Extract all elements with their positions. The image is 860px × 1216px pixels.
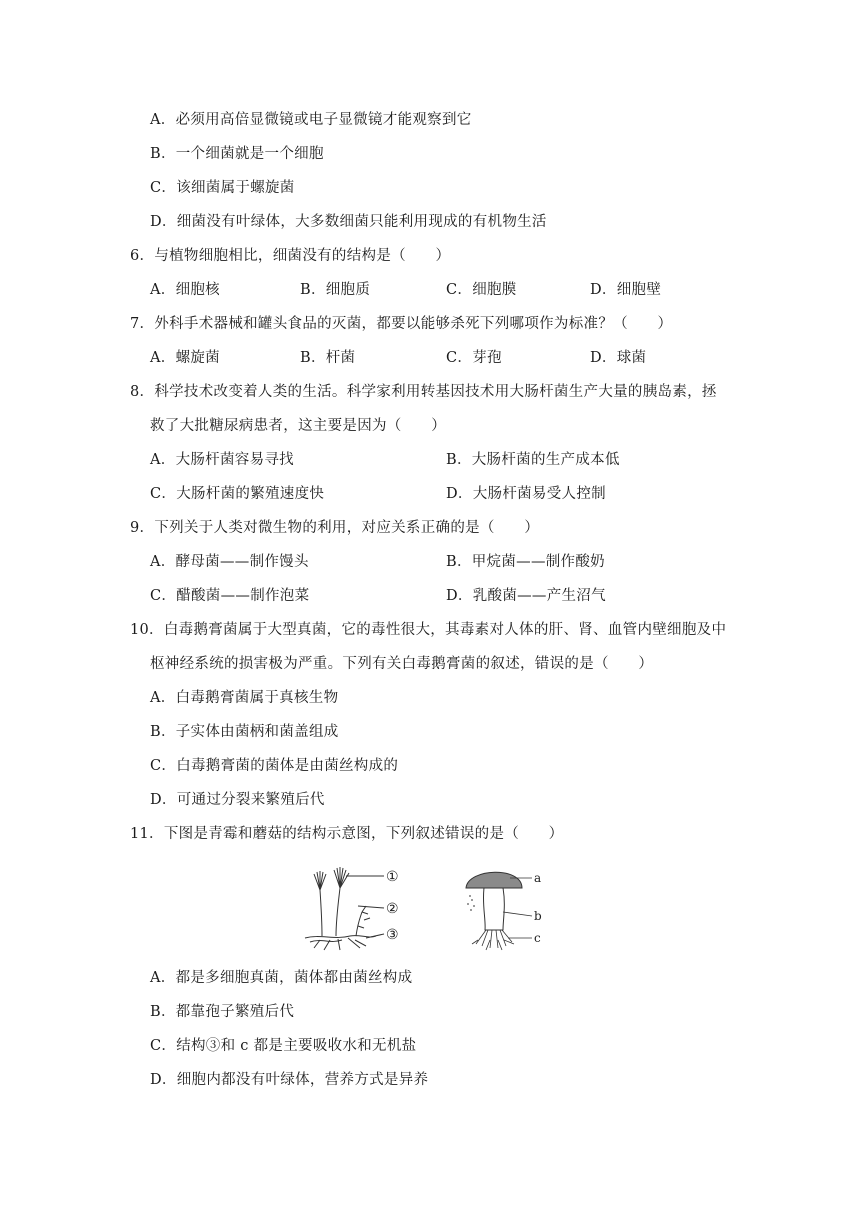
- q11-option-d: D．细胞内都没有叶绿体，营养方式是异养: [150, 1072, 429, 1088]
- figure-label-3: ③: [386, 927, 399, 943]
- q11-option-a: A．都是多细胞真菌，菌体都由菌丝构成: [150, 970, 413, 986]
- q9-option-a: A．酵母菌——制作馒头: [150, 554, 309, 570]
- q7-option-c: C．芽孢: [446, 350, 502, 366]
- q9-option-c: C．醋酸菌——制作泡菜: [150, 588, 310, 604]
- q6-option-d: D．细胞壁: [590, 282, 662, 298]
- q5-option-c: C．该细菌属于螺旋菌: [150, 180, 295, 196]
- q7-stem: 7．外科手术器械和罐头食品的灭菌，都要以能够杀死下列哪项作为标准？（ ）: [130, 316, 673, 332]
- q11-option-b: B．都靠孢子繁殖后代: [150, 1004, 295, 1020]
- q11-stem: 11．下图是青霉和蘑菇的结构示意图，下列叙述错误的是（ ）: [130, 826, 564, 842]
- fungi-structure-figure: [300, 860, 550, 960]
- q8-option-b: B．大肠杆菌的生产成本低: [446, 452, 620, 468]
- q5-option-d: D．细菌没有叶绿体，大多数细菌只能利用现成的有机物生活: [150, 214, 547, 230]
- penicillium-diagram: [305, 867, 384, 950]
- q7-option-a: A．螺旋菌: [150, 350, 220, 366]
- q7-option-d: D．球菌: [590, 350, 647, 366]
- q6-stem: 6．与植物细胞相比，细菌没有的结构是（ ）: [130, 248, 451, 264]
- mushroom-diagram: [466, 872, 532, 950]
- q9-option-b: B．甲烷菌——制作酸奶: [446, 554, 605, 570]
- q8-option-a: A．大肠杆菌容易寻找: [150, 452, 294, 468]
- q8-stem-line2: 救了大批糖尿病患者，这主要是因为（ ）: [150, 418, 446, 434]
- q7-option-b: B．杆菌: [300, 350, 356, 366]
- q6-option-b: B．细胞质: [300, 282, 371, 298]
- q5-option-a: A．必须用高倍显微镜或电子显微镜才能观察到它: [150, 112, 472, 128]
- q10-stem-line1: 10．白毒鹅膏菌属于大型真菌，它的毒性很大，其毒素对人体的肝、肾、血管内壁细胞及中: [130, 622, 727, 638]
- q10-stem-line2: 枢神经系统的损害极为严重。下列有关白毒鹅膏菌的叙述，错误的是（ ）: [150, 656, 654, 672]
- q9-stem: 9．下列关于人类对微生物的利用，对应关系正确的是（ ）: [130, 520, 540, 536]
- q8-option-c: C．大肠杆菌的繁殖速度快: [150, 486, 325, 502]
- q10-option-d: D．可通过分裂来繁殖后代: [150, 792, 325, 808]
- q8-option-d: D．大肠杆菌易受人控制: [446, 486, 606, 502]
- q10-option-a: A．白毒鹅膏菌属于真核生物: [150, 690, 339, 706]
- figure-label-a: a: [534, 871, 542, 885]
- q10-option-c: C．白毒鹅膏菌的菌体是由菌丝构成的: [150, 758, 399, 774]
- figure-label-c: c: [534, 931, 541, 945]
- q6-option-c: C．细胞膜: [446, 282, 517, 298]
- figure-label-2: ②: [386, 901, 399, 917]
- q10-option-b: B．子实体由菌柄和菌盖组成: [150, 724, 339, 740]
- q11-option-c: C．结构③和 c 都是主要吸收水和无机盐: [150, 1038, 417, 1054]
- q6-option-a: A．细胞核: [150, 282, 220, 298]
- q5-option-b: B．一个细菌就是一个细胞: [150, 146, 324, 162]
- q8-stem-line1: 8．科学技术改变着人类的生活。科学家利用转基因技术用大肠杆菌生产大量的胰岛素，拯: [130, 384, 717, 400]
- figure-label-b: b: [534, 909, 542, 923]
- figure-label-1: ①: [386, 869, 399, 885]
- q9-option-d: D．乳酸菌——产生沼气: [446, 588, 606, 604]
